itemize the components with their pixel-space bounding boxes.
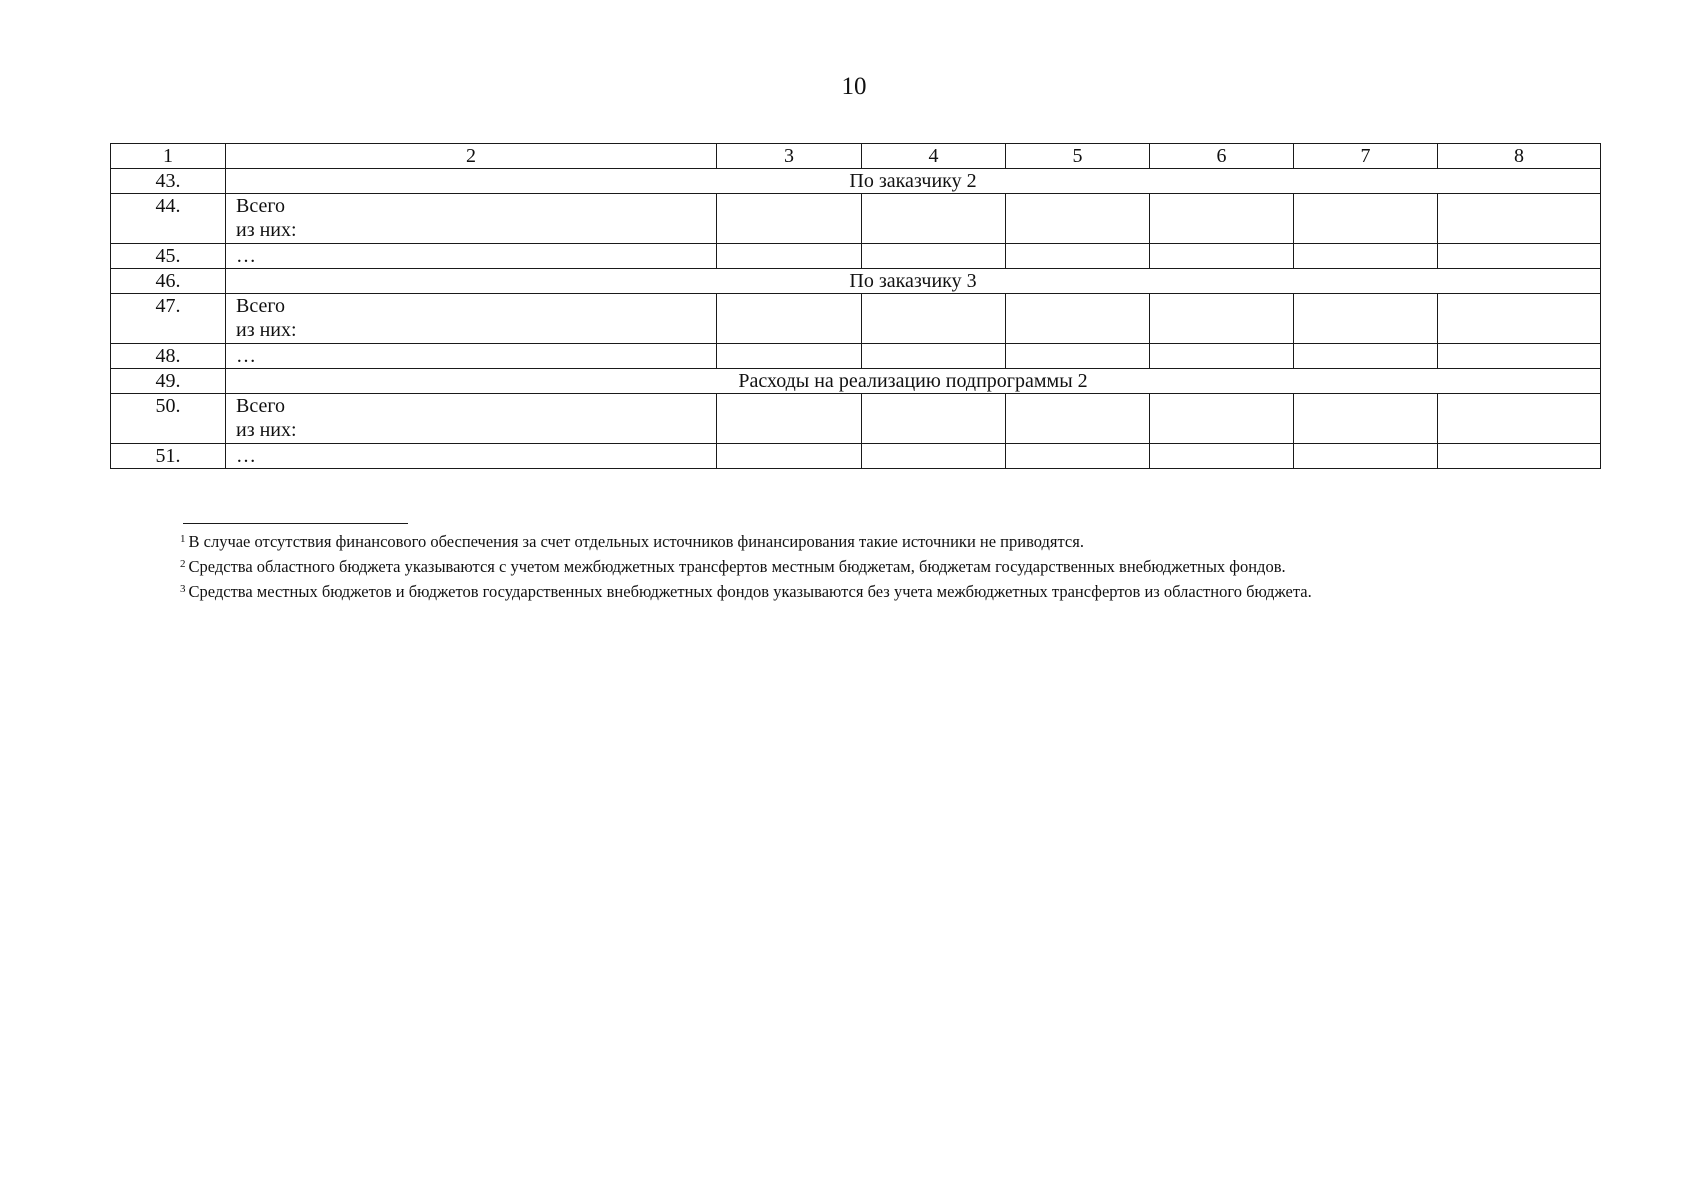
empty-cell xyxy=(1150,244,1294,269)
empty-cell xyxy=(862,194,1006,244)
footnote-mark: 1 xyxy=(180,533,186,545)
row-number: 47. xyxy=(111,294,226,344)
empty-cell xyxy=(717,244,862,269)
of-which-label: из них: xyxy=(236,219,297,241)
row-number: 49. xyxy=(111,369,226,394)
empty-cell xyxy=(1294,444,1438,469)
total-label: Всего xyxy=(236,295,286,317)
empty-cell xyxy=(1294,344,1438,369)
row-number: 44. xyxy=(111,194,226,244)
footnote xyxy=(180,578,1600,603)
row-number: 45. xyxy=(111,244,226,269)
footnote-mark: 3 xyxy=(180,583,186,595)
funding-table xyxy=(110,143,1601,469)
empty-cell xyxy=(1294,294,1438,344)
empty-cell xyxy=(1438,244,1601,269)
table-row-ellipsis xyxy=(111,444,1601,469)
footnote-mark: 2 xyxy=(180,558,186,570)
table-row-total xyxy=(111,294,1601,344)
empty-cell xyxy=(1294,244,1438,269)
row-description xyxy=(226,194,717,244)
empty-cell xyxy=(862,344,1006,369)
table-row-total xyxy=(111,194,1601,244)
row-number: 43. xyxy=(111,169,226,194)
group-title: По заказчику 2 xyxy=(226,169,1601,194)
empty-cell xyxy=(1150,444,1294,469)
empty-cell xyxy=(1438,194,1601,244)
row-description xyxy=(226,394,717,444)
page-number: 10 xyxy=(841,73,867,100)
empty-cell xyxy=(1006,244,1150,269)
column-number-header: 7 xyxy=(1294,144,1438,169)
empty-cell xyxy=(862,394,1006,444)
empty-cell xyxy=(717,194,862,244)
empty-cell xyxy=(1006,444,1150,469)
row-description xyxy=(226,294,717,344)
footnotes xyxy=(180,528,1600,603)
empty-cell xyxy=(717,294,862,344)
footnote-text: Средства местных бюджетов и бюджетов государственных внебюджетных фондов указываются без учета межбюджетных трансфертов из областного бюджета. xyxy=(188,582,1312,601)
row-ellipsis: … xyxy=(226,344,717,369)
footnote-text: В случае отсутствия финансового обеспечения за счет отдельных источников финансирования такие источники не приводятся. xyxy=(188,532,1084,551)
empty-cell xyxy=(717,344,862,369)
row-ellipsis: … xyxy=(226,444,717,469)
empty-cell xyxy=(717,444,862,469)
total-label: Всего xyxy=(236,195,286,217)
column-number-header: 8 xyxy=(1438,144,1601,169)
footnote xyxy=(180,528,1600,553)
empty-cell xyxy=(1150,194,1294,244)
table-row-group xyxy=(111,269,1601,294)
empty-cell xyxy=(862,444,1006,469)
empty-cell xyxy=(1006,344,1150,369)
group-title: По заказчику 3 xyxy=(226,269,1601,294)
table-row-total xyxy=(111,394,1601,444)
footnote xyxy=(180,553,1600,578)
row-number: 46. xyxy=(111,269,226,294)
footnote-text: Средства областного бюджета указываются с учетом межбюджетных трансфертов местным бюджетам, бюджетам государственных внебюджетных фондов. xyxy=(188,557,1286,576)
table-row-ellipsis xyxy=(111,344,1601,369)
column-number-header: 2 xyxy=(226,144,717,169)
table-row-group xyxy=(111,369,1601,394)
column-number-header: 3 xyxy=(717,144,862,169)
empty-cell xyxy=(1438,344,1601,369)
row-ellipsis: … xyxy=(226,244,717,269)
empty-cell xyxy=(717,394,862,444)
total-label: Всего xyxy=(236,395,286,417)
column-number-header: 1 xyxy=(111,144,226,169)
empty-cell xyxy=(1006,394,1150,444)
of-which-label: из них: xyxy=(236,419,297,441)
row-number: 51. xyxy=(111,444,226,469)
table-row-group xyxy=(111,169,1601,194)
of-which-label: из них: xyxy=(236,319,297,341)
empty-cell xyxy=(1150,394,1294,444)
column-number-header: 5 xyxy=(1006,144,1150,169)
row-number: 50. xyxy=(111,394,226,444)
footnote-separator xyxy=(183,523,408,524)
empty-cell xyxy=(1294,194,1438,244)
empty-cell xyxy=(862,244,1006,269)
empty-cell xyxy=(1438,294,1601,344)
empty-cell xyxy=(1294,394,1438,444)
empty-cell xyxy=(1150,294,1294,344)
group-title: Расходы на реализацию подпрограммы 2 xyxy=(226,369,1601,394)
empty-cell xyxy=(1006,194,1150,244)
column-number-header: 6 xyxy=(1150,144,1294,169)
table-row-ellipsis xyxy=(111,244,1601,269)
empty-cell xyxy=(1150,344,1294,369)
column-number-row xyxy=(111,144,1601,169)
column-number-header: 4 xyxy=(862,144,1006,169)
empty-cell xyxy=(1006,294,1150,344)
row-number: 48. xyxy=(111,344,226,369)
empty-cell xyxy=(1438,444,1601,469)
empty-cell xyxy=(1438,394,1601,444)
empty-cell xyxy=(862,294,1006,344)
